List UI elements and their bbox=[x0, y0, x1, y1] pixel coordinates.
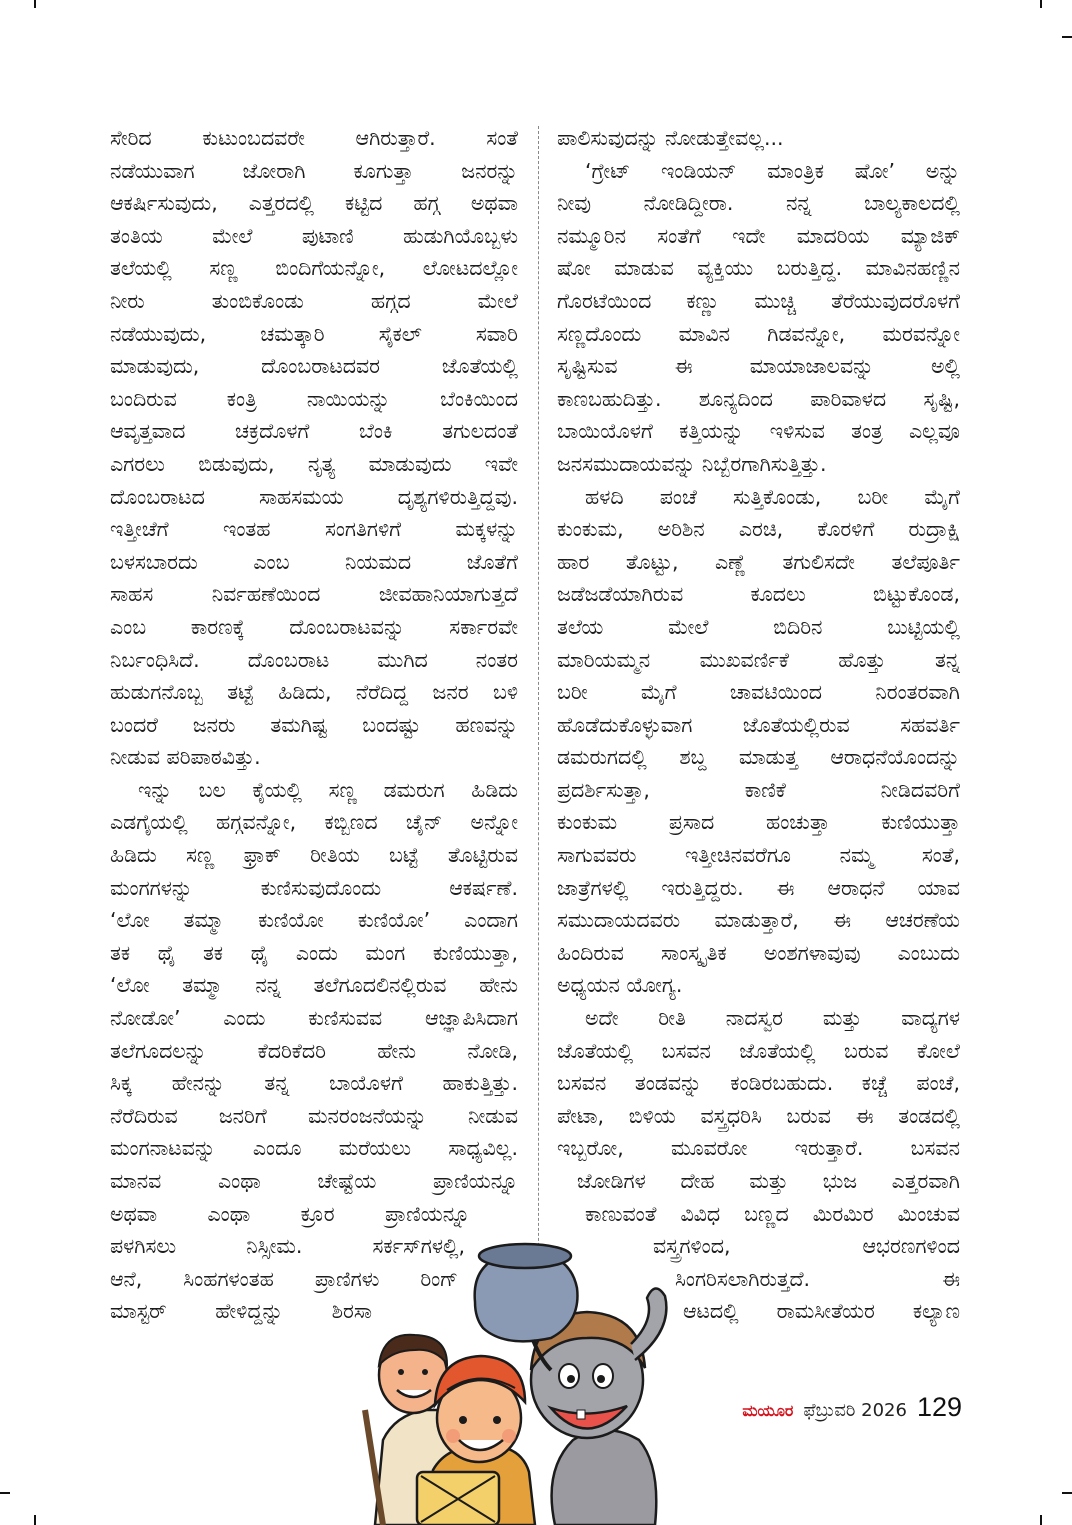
text-line: ಪಳಗಿಸಲು ನಿಸ್ಸೀಮ. ಸರ್ಕಸ್‌ಗಳಲ್ಲಿ, bbox=[110, 1234, 465, 1259]
text-line: ಆಟದಲ್ಲಿ ರಾಮಸೀತೆಯರ ಕಲ್ಯಾಣ bbox=[683, 1299, 960, 1324]
text-line: ವಸ್ತ್ರಗಳಿಂದ, ಆಭರಣಗಳಿಂದ bbox=[653, 1234, 960, 1259]
text-line: ಪೇಟಾ, ಬಿಳಿಯ ವಸ್ತ್ರಧರಿಸಿ ಬರುವ ಈ ತಂಡದಲ್ಲಿ bbox=[557, 1103, 960, 1128]
text-line: ಬರೀ ಮೈಗೆ ಚಾವಟಿಯಿಂದ ನಿರಂತರವಾಗಿ bbox=[557, 680, 960, 705]
text-line: ಎಡಗೈಯಲ್ಲಿ ಹಗ್ಗವನ್ನೋ, ಕಬ್ಬಿಣದ ಚೈನ್ ಅನ್ನೋ bbox=[110, 810, 518, 835]
text-line: ನಡೆಯುವುದು, ಚಮತ್ಕಾರಿ ಸೈಕಲ್ ಸವಾರಿ bbox=[110, 321, 518, 346]
text-line: ತಲೆಗೂದಲನ್ನು ಕೆದರಿಕೆದರಿ ಹೇನು ನೋಡಿ, bbox=[110, 1038, 518, 1063]
text-line: ಬಂದರೆ ಜನರು ತಮಗಿಷ್ಟ ಬಂದಷ್ಟು ಹಣವನ್ನು bbox=[110, 712, 518, 737]
article-column-right bbox=[557, 122, 960, 1328]
text-line: ನೀವು ನೋಡಿದ್ದೀರಾ. ನನ್ನ ಬಾಲ್ಯಕಾಲದಲ್ಲಿ bbox=[557, 191, 960, 216]
text-line: ಹಳದಿ ಪಂಚೆ ಸುತ್ತಿಕೊಂಡು, ಬರೀ ಮೈಗೆ bbox=[585, 484, 960, 509]
magazine-brand: ಮಯೂರ bbox=[742, 1401, 794, 1420]
text-line: ಎಂಬ ಕಾರಣಕ್ಕೆ ದೊಂಬರಾಟವನ್ನು ಸರ್ಕಾರವೇ bbox=[110, 614, 518, 639]
text-line: ದೊಂಬರಾಟದ ಸಾಹಸಮಯ ದೃಶ್ಯಗಳಿರುತ್ತಿದ್ದವು. bbox=[110, 484, 518, 509]
text-line: ಬಂದಿರುವ ಕಂತ್ರಿ ನಾಯಿಯನ್ನು ಬೆಂಕಿಯಿಂದ bbox=[110, 386, 518, 411]
text-line: ನೋಡೋ’ ಎಂದು ಕುಣಿಸುವವ ಆಜ್ಞಾಪಿಸಿದಾಗ bbox=[110, 1006, 518, 1031]
text-line: ಬಸವನ ತಂಡವನ್ನು ಕಂಡಿರಬಹುದು. ಕಚ್ಚೆ ಪಂಚೆ, bbox=[557, 1071, 960, 1096]
issue-date: ಫೆಬ್ರುವರಿ 2026 bbox=[803, 1400, 907, 1421]
text-line: ಇಬ್ಬರೋ, ಮೂವರೋ ಇರುತ್ತಾರೆ. ಬಸವನ bbox=[557, 1136, 960, 1161]
text-line: ಜಡೆಜಡೆಯಾಗಿರುವ ಕೂದಲು ಬಿಟ್ಟುಕೊಂಡ, bbox=[557, 582, 960, 607]
text-line: ಮಾರಿಯಮ್ಮನ ಮುಖವರ್ಣಿಕೆ ಹೊತ್ತು ತನ್ನ bbox=[557, 647, 960, 672]
page-number: 129 bbox=[916, 1392, 962, 1422]
text-line: ಮಂಗನಾಟವನ್ನು ಎಂದೂ ಮರೆಯಲು ಸಾಧ್ಯವಿಲ್ಲ. bbox=[110, 1136, 518, 1161]
text-line: ‘ಲೋ ತಮ್ಮಾ ಕುಣಿಯೋ ಕುಣಿಯೋ’ ಎಂದಾಗ bbox=[110, 908, 518, 933]
text-line: ಆಕರ್ಷಿಸುವುದು, ಎತ್ತರದಲ್ಲಿ ಕಟ್ಟಿದ ಹಗ್ಗ ಅಥವಾ bbox=[110, 191, 518, 216]
text-line: ಕುಂಕುಮ ಪ್ರಸಾದ ಹಂಚುತ್ತಾ ಕುಣಿಯುತ್ತಾ bbox=[557, 810, 960, 835]
crop-mark-top-left bbox=[34, 0, 36, 8]
text-line: ಇತ್ತೀಚೆಗೆ ಇಂತಹ ಸಂಗತಿಗಳಿಗೆ ಮಕ್ಕಳನ್ನು bbox=[110, 517, 518, 542]
text-line: ಹಿಡಿದು ಸಣ್ಣ ಫ್ರಾಕ್ ರೀತಿಯ ಬಟ್ಟೆ ತೊಟ್ಟಿರುವ bbox=[110, 843, 518, 868]
page-footer bbox=[700, 1392, 962, 1426]
text-line: ಇನ್ನು ಬಲ ಕೈಯಲ್ಲಿ ಸಣ್ಣ ಡಮರುಗ ಹಿಡಿದು bbox=[138, 777, 518, 802]
column-divider bbox=[538, 126, 539, 1316]
text-line: ತಲೆಯ ಮೇಲೆ ಬಿದಿರಿನ ಬುಟ್ಟಿಯಲ್ಲಿ bbox=[557, 614, 960, 639]
text-line: ಷೋ ಮಾಡುವ ವ್ಯಕ್ತಿಯು ಬರುತ್ತಿದ್ದ. ಮಾವಿನಹಣ್ಣಿನ bbox=[557, 256, 960, 281]
text-line: ಗೊರಟೆಯಿಂದ ಕಣ್ಣು ಮುಚ್ಚಿ ತೆರೆಯುವುದರೊಳಗೆ bbox=[557, 288, 960, 313]
text-line: ಆನೆ, ಸಿಂಹಗಳಂತಹ ಪ್ರಾಣಿಗಳು ರಿಂಗ್ bbox=[110, 1266, 458, 1291]
text-line: ಹುಡುಗನೊಬ್ಬ ತಟ್ಟೆ ಹಿಡಿದು, ನೆರೆದಿದ್ದ ಜನರ ಬಳಿ bbox=[110, 680, 518, 705]
text-line: ಎಗರಲು ಬಿಡುವುದು, ನೃತ್ಯ ಮಾಡುವುದು ಇವೇ bbox=[110, 451, 518, 476]
text-line: ಜೊತೆಯಲ್ಲಿ ಬಸವನ ಜೊತೆಯಲ್ಲಿ ಬರುವ ಕೋಲೆ bbox=[557, 1038, 960, 1063]
text-line: ಆವೃತ್ತವಾದ ಚಕ್ರದೊಳಗೆ ಬೆಂಕಿ ತಗುಲದಂತೆ bbox=[110, 419, 518, 444]
text-line: ಸಾಗುವವರು ಇತ್ತೀಚಿನವರೆಗೂ ನಮ್ಮ ಸಂತೆ, bbox=[557, 843, 960, 868]
crop-mark-top-right bbox=[1040, 0, 1042, 8]
text-line: ಮಾಡುವುದು, ದೊಂಬರಾಟದವರ ಜೊತೆಯಲ್ಲಿ bbox=[110, 354, 518, 379]
text-line: ಸೇರಿದ ಕುಟುಂಬದವರೇ ಆಗಿರುತ್ತಾರೆ. ಸಂತೆ bbox=[110, 126, 518, 150]
crop-mark-right-lower bbox=[1062, 1492, 1072, 1494]
text-line: ಅಧ್ಯಯನ ಯೋಗ್ಯ. bbox=[557, 973, 683, 998]
text-line: ‘ಲೋ ತಮ್ಮಾ ನನ್ನ ತಲೆಗೂದಲಿನಲ್ಲಿರುವ ಹೇನು bbox=[110, 973, 518, 998]
text-line: ತಲೆಯಲ್ಲಿ ಸಣ್ಣ ಬಿಂದಿಗೆಯನ್ನೋ, ಲೋಟದಲ್ಲೋ bbox=[110, 256, 518, 281]
text-line: ಸೃಷ್ಟಿಸುವ ಈ ಮಾಯಾಜಾಲವನ್ನು ಅಲ್ಲಿ bbox=[557, 354, 960, 379]
text-line: ನಮ್ಮೂರಿನ ಸಂತೆಗೆ ಇದೇ ಮಾದರಿಯ ಮ್ಯಾಜಿಕ್ bbox=[557, 223, 960, 248]
text-line: ಕುಂಕುಮ, ಅರಿಶಿನ ಎರಚಿ, ಕೊರಳಿಗೆ ರುದ್ರಾಕ್ಷಿ bbox=[557, 517, 960, 542]
text-line: ನೀರು ತುಂಬಿಕೊಂಡು ಹಗ್ಗದ ಮೇಲೆ bbox=[110, 288, 518, 313]
text-line: ಮಂಗಗಳನ್ನು ಕುಣಿಸುವುದೊಂದು ಆಕರ್ಷಣೆ. bbox=[110, 875, 518, 900]
crop-mark-bottom-left bbox=[34, 1515, 36, 1525]
text-line: ಮಾನವ ಎಂಥಾ ಚೇಷ್ಟೆಯ ಪ್ರಾಣಿಯನ್ನೂ bbox=[110, 1169, 518, 1193]
cartoon-illustration-icon bbox=[355, 1240, 715, 1525]
text-line: ಡಮರುಗದಲ್ಲಿ ಶಬ್ದ ಮಾಡುತ್ತ ಆರಾಧನೆಯೊಂದನ್ನು bbox=[557, 745, 960, 770]
text-line: ಸಣ್ಣದೊಂದು ಮಾವಿನ ಗಿಡವನ್ನೋ, ಮರವನ್ನೋ bbox=[557, 321, 960, 346]
text-line: ಮಾಸ್ಟರ್ ಹೇಳಿದ್ದನ್ನು ಶಿರಸಾ bbox=[110, 1299, 372, 1324]
crop-mark-right-upper bbox=[1062, 36, 1072, 38]
text-line: ಜನಸಮುದಾಯವನ್ನು ನಿಬ್ಬೆರಗಾಗಿಸುತ್ತಿತ್ತು. bbox=[557, 451, 827, 476]
crop-mark-left-lower bbox=[0, 1492, 10, 1494]
text-line: ಕಾಣಬಹುದಿತ್ತು. ಶೂನ್ಯದಿಂದ ಪಾರಿವಾಳದ ಸೃಷ್ಟಿ, bbox=[557, 386, 960, 411]
text-line: ನಡೆಯುವಾಗ ಜೋರಾಗಿ ಕೂಗುತ್ತಾ ಜನರನ್ನು bbox=[110, 158, 518, 183]
text-line: ಬಳಸಬಾರದು ಎಂಬ ನಿಯಮದ ಜೊತೆಗೆ bbox=[110, 549, 518, 574]
text-line: ಹಿಂದಿರುವ ಸಾಂಸ್ಕೃತಿಕ ಅಂಶಗಳಾವುವು ಎಂಬುದು bbox=[557, 940, 960, 965]
text-line: ನಿರ್ಬಂಧಿಸಿದೆ. ದೊಂಬರಾಟ ಮುಗಿದ ನಂತರ bbox=[110, 647, 518, 672]
text-line: ಹೊಡೆದುಕೊಳ್ಳುವಾಗ ಜೊತೆಯಲ್ಲಿರುವ ಸಹವರ್ತಿ bbox=[557, 712, 960, 737]
text-line: ‘ಗ್ರೇಟ್ ಇಂಡಿಯನ್ ಮಾಂತ್ರಿಕ ಷೋ’ ಅನ್ನು bbox=[585, 158, 960, 183]
text-line: ಸಿಕ್ಕ ಹೇನನ್ನು ತನ್ನ ಬಾಯೊಳಗೆ ಹಾಕುತ್ತಿತ್ತು. bbox=[110, 1071, 518, 1096]
text-line: ಪಾಲಿಸುವುದನ್ನು ನೋಡುತ್ತೇವಲ್ಲ... bbox=[557, 126, 784, 150]
text-line: ತಕ ಥೈ ತಕ ಥೈ ಎಂದು ಮಂಗ ಕುಣಿಯುತ್ತಾ, bbox=[110, 940, 518, 965]
text-line: ಅಥವಾ ಎಂಥಾ ಕ್ರೂರ ಪ್ರಾಣಿಯನ್ನೂ bbox=[110, 1201, 470, 1226]
text-line: ಹಾರ ತೊಟ್ಟು, ಎಣ್ಣೆ ತಗುಲಿಸದೇ ತಲೆಪೂರ್ತಿ bbox=[557, 549, 960, 574]
text-line: ಸಮುದಾಯದವರು ಮಾಡುತ್ತಾರೆ, ಈ ಆಚರಣೆಯ bbox=[557, 908, 960, 933]
text-line: ಕಾಣುವಂತೆ ವಿವಿಧ ಬಣ್ಣದ ಮಿರಮಿರ ಮಿಂಚುವ bbox=[585, 1201, 960, 1226]
article-column-left bbox=[110, 122, 518, 1328]
text-line: ಜೋಡಿಗಳ ದೇಹ ಮತ್ತು ಭುಜ ಎತ್ತರವಾಗಿ bbox=[577, 1169, 960, 1193]
crop-mark-bottom-right bbox=[1040, 1515, 1042, 1525]
text-line: ಸಿಂಗರಿಸಲಾಗಿರುತ್ತದೆ. ಈ bbox=[675, 1266, 960, 1291]
text-line: ತಂತಿಯ ಮೇಲೆ ಪುಟಾಣಿ ಹುಡುಗಿಯೊಬ್ಬಳು bbox=[110, 223, 518, 248]
text-line: ಅದೇ ರೀತಿ ನಾದಸ್ವರ ಮತ್ತು ವಾದ್ಯಗಳ bbox=[585, 1006, 960, 1031]
text-line: ನೀಡುವ ಪರಿಪಾಠವಿತ್ತು. bbox=[110, 745, 261, 770]
text-line: ಬಾಯಿಯೊಳಗೆ ಕತ್ತಿಯನ್ನು ಇಳಿಸುವ ತಂತ್ರ ಎಲ್ಲವೂ bbox=[557, 419, 960, 444]
text-line: ಜಾತ್ರೆಗಳಲ್ಲಿ ಇರುತ್ತಿದ್ದರು. ಈ ಆರಾಧನೆ ಯಾವ bbox=[557, 875, 960, 900]
text-line: ಸಾಹಸ ನಿರ್ವಹಣೆಯಿಂದ ಜೀವಹಾನಿಯಾಗುತ್ತದೆ bbox=[110, 582, 518, 607]
text-line: ಪ್ರದರ್ಶಿಸುತ್ತಾ, ಕಾಣಿಕೆ ನೀಡಿದವರಿಗೆ bbox=[557, 777, 960, 802]
text-line: ನೆರೆದಿರುವ ಜನರಿಗೆ ಮನರಂಜನೆಯನ್ನು ನೀಡುವ bbox=[110, 1103, 518, 1128]
